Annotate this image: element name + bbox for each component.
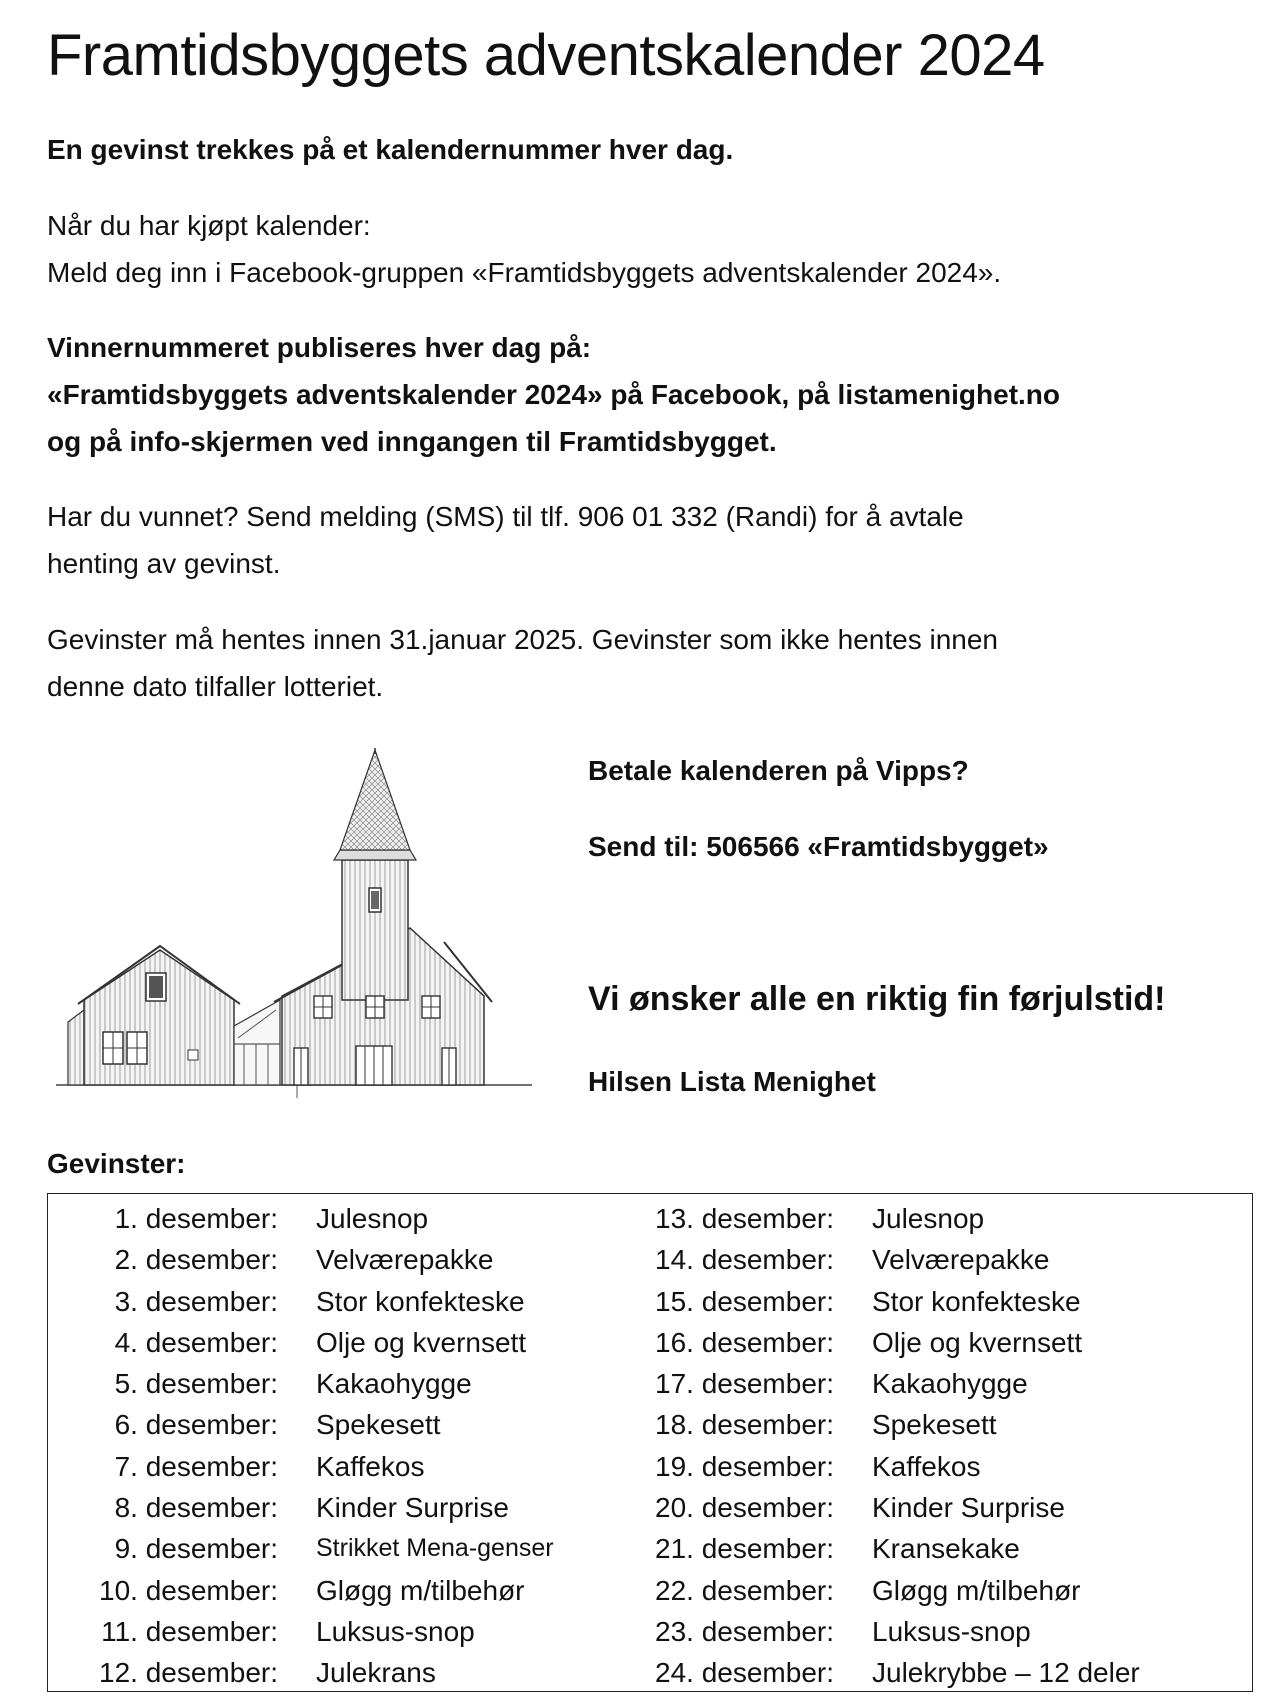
prize-row	[608, 1528, 1254, 1569]
won-info	[47, 493, 964, 587]
prize-row	[608, 1404, 1254, 1445]
won-line-2: henting av gevinst.	[47, 548, 281, 579]
prize-name: Stor konfekteske	[872, 1285, 1081, 1317]
prize-name: Luksus-snop	[316, 1615, 475, 1647]
prize-row	[608, 1198, 1254, 1239]
prize-row	[48, 1487, 608, 1528]
prize-name: Gløgg m/tilbehør	[316, 1574, 525, 1606]
signature: Hilsen Lista Menighet	[588, 1066, 876, 1097]
prize-date: 12. desember:	[99, 1657, 278, 1689]
prize-name: Stor konfekteske	[316, 1285, 525, 1317]
prize-date: 16. desember:	[655, 1326, 834, 1358]
winner-publish-line-1: Vinnernummeret publiseres hver dag på:	[47, 332, 592, 363]
prize-name: Kaffekos	[316, 1450, 425, 1482]
page-title: Framtidsbyggets adventskalender 2024	[47, 23, 1045, 88]
prize-name: Kinder Surprise	[872, 1492, 1065, 1524]
prize-date: 20. desember:	[655, 1492, 834, 1524]
prize-date: 7. desember:	[114, 1450, 278, 1482]
greeting: Vi ønsker alle en riktig fin førjulstid!	[588, 980, 1166, 1018]
prize-name: Spekesett	[872, 1409, 997, 1441]
prize-name: Strikket Mena-genser	[316, 1534, 554, 1563]
won-line-1: Har du vunnet? Send melding (SMS) til tlf. 906 01 332 (Randi) for å avtale	[47, 501, 964, 532]
prize-date: 1. desember:	[114, 1203, 278, 1234]
prize-row	[608, 1611, 1254, 1652]
deadline-line-1: Gevinster må hentes innen 31.januar 2025. Gevinster som ikke hentes innen	[47, 624, 999, 655]
prize-column-left	[48, 1198, 608, 1694]
prize-row	[48, 1404, 608, 1445]
intro-text: En gevinst trekkes på et kalendernummer hver dag.	[47, 134, 734, 165]
prize-name: Kaffekos	[872, 1450, 981, 1482]
prize-date: 19. desember:	[655, 1450, 834, 1482]
prize-date: 15. desember:	[655, 1285, 834, 1317]
prize-row	[48, 1198, 608, 1239]
prize-name: Kakaohygge	[316, 1368, 472, 1400]
prize-date: 6. desember:	[114, 1409, 278, 1441]
prize-row	[48, 1652, 608, 1693]
prize-date: 11. desember:	[101, 1615, 278, 1647]
prize-date: 3. desember:	[114, 1285, 278, 1317]
prize-date: 2. desember:	[114, 1244, 278, 1276]
prize-name: Kinder Surprise	[316, 1492, 509, 1524]
prize-name: Olje og kvernsett	[316, 1326, 527, 1358]
prize-name: Olje og kvernsett	[872, 1326, 1083, 1358]
prize-row	[48, 1363, 608, 1404]
prize-name: Luksus-snop	[872, 1615, 1031, 1647]
prize-name: Kransekake	[872, 1533, 1020, 1565]
prize-row	[608, 1322, 1254, 1363]
prize-date: 17. desember:	[655, 1368, 834, 1400]
prize-row	[608, 1487, 1254, 1528]
prize-row	[608, 1446, 1254, 1487]
prize-date: 24. desember:	[655, 1657, 834, 1689]
prize-row	[608, 1652, 1254, 1693]
vipps-question: Betale kalenderen på Vipps?	[588, 755, 969, 786]
prize-column-right	[608, 1198, 1254, 1694]
prize-row	[48, 1528, 608, 1569]
prize-name: Gløgg m/tilbehør	[872, 1574, 1081, 1606]
prize-date: 21. desember:	[655, 1533, 834, 1565]
prize-date: 14. desember:	[655, 1244, 834, 1276]
prize-date: 9. desember:	[114, 1533, 278, 1565]
deadline-info	[47, 616, 998, 710]
after-purchase-line-2: Meld deg inn i Facebook-gruppen «Framtidsbyggets adventskalender 2024».	[47, 257, 1002, 288]
prize-date: 5. desember:	[114, 1368, 278, 1400]
prizes-heading: Gevinster:	[47, 1148, 186, 1179]
after-purchase-info	[47, 202, 1001, 296]
prize-row	[48, 1239, 608, 1280]
prize-name: Julesnop	[872, 1203, 985, 1234]
church-illustration	[54, 748, 532, 1102]
prize-row	[608, 1281, 1254, 1322]
prize-name: Julekrybbe – 12 deler	[872, 1657, 1140, 1689]
prize-date: 23. desember:	[655, 1615, 834, 1647]
prize-name: Spekesett	[316, 1409, 441, 1441]
winner-publish-line-2: «Framtidsbyggets adventskalender 2024» på Facebook, på listamenighet.no	[47, 379, 1061, 410]
prize-name: Velværepakke	[316, 1244, 494, 1276]
prize-name: Velværepakke	[872, 1244, 1050, 1276]
deadline-line-2: denne dato tilfaller lotteriet.	[47, 671, 384, 702]
prize-row	[48, 1322, 608, 1363]
prize-row	[48, 1570, 608, 1611]
winner-publish-info	[47, 324, 1060, 465]
prize-name: Kakaohygge	[872, 1368, 1028, 1400]
prize-date: 22. desember:	[655, 1574, 834, 1606]
prize-date: 10. desember:	[99, 1574, 278, 1606]
prize-name: Julesnop	[316, 1203, 429, 1234]
prize-row	[48, 1281, 608, 1322]
prize-date: 4. desember:	[114, 1326, 278, 1358]
prize-date: 8. desember:	[114, 1492, 278, 1524]
prize-date: 13. desember:	[655, 1203, 834, 1234]
prize-date: 18. desember:	[655, 1409, 834, 1441]
prize-row	[48, 1446, 608, 1487]
prize-row	[608, 1363, 1254, 1404]
winner-publish-line-3: og på info-skjermen ved inngangen til Framtidsbygget.	[47, 426, 777, 457]
after-purchase-line-1: Når du har kjøpt kalender:	[47, 210, 371, 241]
prize-row	[48, 1611, 608, 1652]
prize-row	[608, 1570, 1254, 1611]
prize-table	[47, 1193, 1253, 1692]
prize-row	[608, 1239, 1254, 1280]
vipps-send-to: Send til: 506566 «Framtidsbygget»	[588, 831, 1049, 862]
prize-name: Julekrans	[316, 1657, 436, 1689]
